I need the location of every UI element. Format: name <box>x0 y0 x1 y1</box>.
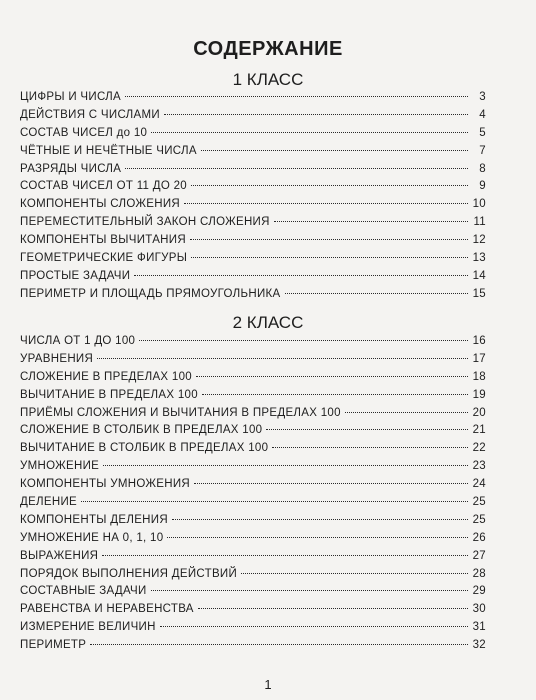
dot-leader <box>134 275 468 276</box>
page-title: СОДЕРЖАНИЕ <box>193 38 343 60</box>
dot-leader <box>97 358 468 359</box>
section-heading-grade-1: 1 КЛАСС <box>232 70 304 89</box>
toc-entry-label: КОМПОНЕНТЫ ДЕЛЕНИЯ <box>20 513 168 526</box>
toc-entry <box>20 270 486 288</box>
toc-entry-label: УМНОЖЕНИЕ НА 0, 1, 10 <box>20 531 164 544</box>
toc-entry-page: 12 <box>472 234 486 247</box>
toc-entry-page: 25 <box>472 496 486 509</box>
toc-entry-label: ДЕЛЕНИЕ <box>20 496 78 509</box>
toc-entry <box>20 478 486 496</box>
dot-leader <box>272 447 468 448</box>
toc-entry-page: 22 <box>472 442 486 455</box>
toc-entry <box>20 496 486 514</box>
toc-entry-label: ВЫЧИТАНИЕ В ПРЕДЕЛАХ 100 <box>20 388 198 401</box>
toc-entry <box>20 371 486 389</box>
dot-leader <box>266 429 468 430</box>
toc-entry-page: 18 <box>472 370 486 383</box>
toc-entry <box>20 639 486 657</box>
toc-entry-page: 32 <box>472 639 486 652</box>
toc-entry-label: СОСТАВ ЧИСЕЛ до 10 <box>20 126 148 139</box>
dot-leader <box>172 519 468 520</box>
toc-entry-label: ПЕРИМЕТР И ПЛОЩАДЬ ПРЯМОУГОЛЬНИКА <box>20 287 281 300</box>
toc-entry-label: ПОРЯДОК ВЫПОЛНЕНИЯ ДЕЙСТВИЙ <box>20 567 238 580</box>
dot-leader <box>125 168 468 169</box>
toc-entry <box>20 91 486 109</box>
toc-entry-label: СОСТАВНЫЕ ЗАДАЧИ <box>20 585 147 598</box>
toc-entry <box>20 603 486 621</box>
dot-leader <box>102 555 468 556</box>
toc-entry-label: КОМПОНЕНТЫ УМНОЖЕНИЯ <box>20 478 191 491</box>
toc-entry-page: 20 <box>472 406 486 419</box>
toc-entry-page: 10 <box>472 198 486 211</box>
toc-entry <box>20 424 486 442</box>
toc-entry <box>20 180 486 198</box>
toc-entry-page: 31 <box>472 621 486 634</box>
dot-leader <box>191 257 468 258</box>
toc-entry-label: КОМПОНЕНТЫ ВЫЧИТАНИЯ <box>20 234 186 247</box>
toc-entry <box>20 335 486 353</box>
dot-leader <box>103 465 468 466</box>
toc-entry-page: 23 <box>472 460 486 473</box>
section-heading-grade-2: 2 КЛАСС <box>232 313 304 332</box>
toc-entry-label: ПРИЁМЫ СЛОЖЕНИЯ И ВЫЧИТАНИЯ В ПРЕДЕЛАХ 100 <box>20 406 341 419</box>
toc-entry <box>20 460 486 478</box>
dot-leader <box>194 483 468 484</box>
toc-entry-page: 17 <box>472 352 486 365</box>
toc-entry-label: ПЕРЕМЕСТИТЕЛЬНЫЙ ЗАКОН СЛОЖЕНИЯ <box>20 216 270 229</box>
toc-entry-page: 24 <box>472 478 486 491</box>
toc-entry-label: СЛОЖЕНИЕ В ПРЕДЕЛАХ 100 <box>20 370 192 383</box>
toc-entry <box>20 585 486 603</box>
toc-entry-label: ЧИСЛА ОТ 1 ДО 100 <box>20 335 136 347</box>
dot-leader <box>274 221 468 222</box>
toc-list-grade-1 <box>20 91 486 306</box>
toc-entry-page: 5 <box>479 126 486 139</box>
toc-entry-page: 19 <box>472 388 486 401</box>
toc-entry-page: 4 <box>479 108 486 121</box>
toc-entry <box>20 109 486 127</box>
dot-leader <box>202 394 468 395</box>
toc-entry <box>20 550 486 568</box>
dot-leader <box>81 501 468 502</box>
dot-leader <box>139 340 468 341</box>
toc-entry <box>20 234 486 252</box>
toc-entry <box>20 288 486 306</box>
toc-entry <box>20 145 486 163</box>
dot-leader <box>125 96 468 97</box>
toc-entry <box>20 127 486 145</box>
toc-entry-page: 26 <box>472 531 486 544</box>
toc-entry-label: КОМПОНЕНТЫ СЛОЖЕНИЯ <box>20 198 181 211</box>
toc-entry-label: СОСТАВ ЧИСЕЛ ОТ 11 ДО 20 <box>20 180 187 193</box>
toc-list-grade-2 <box>20 335 486 657</box>
toc-entry <box>20 252 486 270</box>
toc-entry-page: 27 <box>472 549 486 562</box>
dot-leader <box>160 626 468 627</box>
toc-entry-page: 11 <box>473 216 486 229</box>
toc-entry <box>20 353 486 371</box>
dot-leader <box>196 376 468 377</box>
toc-entry-page: 28 <box>472 567 486 580</box>
toc-entry-label: ЦИФРЫ И ЧИСЛА <box>20 91 121 103</box>
toc-entry <box>20 532 486 550</box>
toc-entry-page: 21 <box>472 424 486 437</box>
toc-entry <box>20 621 486 639</box>
dot-leader <box>285 293 469 294</box>
page-number: 1 <box>264 677 272 692</box>
toc-entry-label: ИЗМЕРЕНИЕ ВЕЛИЧИН <box>20 621 156 634</box>
toc-entry <box>20 389 486 407</box>
toc-entry-label: УРАВНЕНИЯ <box>20 352 94 365</box>
toc-entry-label: ПРОСТЫЕ ЗАДАЧИ <box>20 269 131 282</box>
toc-entry <box>20 163 486 181</box>
toc-entry-label: РАВЕНСТВА И НЕРАВЕНСТВА <box>20 603 194 616</box>
toc-entry <box>20 407 486 425</box>
toc-entry-label: ЧЁТНЫЕ И НЕЧЁТНЫЕ ЧИСЛА <box>20 144 197 157</box>
toc-entry-page: 13 <box>472 252 486 265</box>
toc-entry <box>20 568 486 586</box>
toc-entry-label: ВЫРАЖЕНИЯ <box>20 549 99 562</box>
dot-leader <box>201 150 468 151</box>
toc-entry-label: ПЕРИМЕТР <box>20 639 87 652</box>
dot-leader <box>151 590 468 591</box>
toc-entry-page: 8 <box>479 162 486 175</box>
toc-entry-label: ВЫЧИТАНИЕ В СТОЛБИК В ПРЕДЕЛАХ 100 <box>20 442 269 455</box>
dot-leader <box>151 132 468 133</box>
toc-entry-label: СЛОЖЕНИЕ В СТОЛБИК В ПРЕДЕЛАХ 100 <box>20 424 263 437</box>
toc-entry <box>20 198 486 216</box>
dot-leader <box>90 644 468 645</box>
dot-leader <box>191 185 468 186</box>
dot-leader <box>184 203 468 204</box>
toc-entry-label: ГЕОМЕТРИЧЕСКИЕ ФИГУРЫ <box>20 252 188 265</box>
toc-entry <box>20 514 486 532</box>
toc-entry-page: 7 <box>479 144 486 157</box>
dot-leader <box>167 537 468 538</box>
toc-entry <box>20 216 486 234</box>
toc-entry-page: 14 <box>472 269 486 282</box>
dot-leader <box>198 608 468 609</box>
toc-entry-page: 16 <box>472 335 486 347</box>
dot-leader <box>190 239 468 240</box>
toc-entry-page: 15 <box>472 287 486 300</box>
toc-entry-page: 30 <box>472 603 486 616</box>
dot-leader <box>164 114 468 115</box>
toc-entry-label: УМНОЖЕНИЕ <box>20 460 100 473</box>
toc-entry-page: 25 <box>472 513 486 526</box>
toc-entry-page: 29 <box>472 585 486 598</box>
dot-leader <box>345 412 468 413</box>
toc-entry-page: 3 <box>479 91 486 103</box>
toc-entry <box>20 442 486 460</box>
toc-entry-label: РАЗРЯДЫ ЧИСЛА <box>20 162 122 175</box>
dot-leader <box>241 573 468 574</box>
toc-entry-label: ДЕЙСТВИЯ С ЧИСЛАМИ <box>20 108 160 121</box>
toc-entry-page: 9 <box>479 180 486 193</box>
